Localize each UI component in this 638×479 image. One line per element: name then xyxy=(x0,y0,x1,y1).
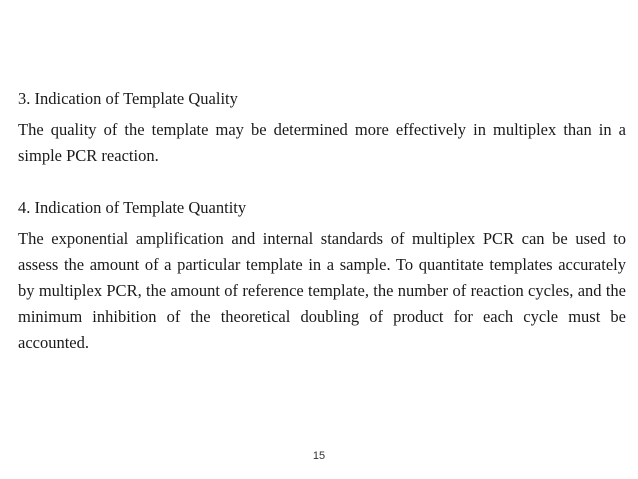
section-template-quality xyxy=(18,88,626,169)
slide-content xyxy=(18,88,626,356)
section-template-quantity xyxy=(18,197,626,356)
page-number: 15 xyxy=(312,450,326,462)
section-paragraph: The quality of the template may be determined more effectively in multiplex than in a simple PCR reaction. xyxy=(18,120,626,165)
section-paragraph: The exponential amplification and internal standards of multiplex PCR can be used to assess the amount of a particular template in a sample. To quantitate templates accurately by multiplex PCR, the amount of reference template, the number of reaction cycles, and the minimum inhibition of the theoretical doubling of product for each cycle must be accounted. xyxy=(18,229,626,352)
section-heading: 3. Indication of Template Quality xyxy=(18,89,238,108)
section-heading: 4. Indication of Template Quantity xyxy=(18,198,247,217)
